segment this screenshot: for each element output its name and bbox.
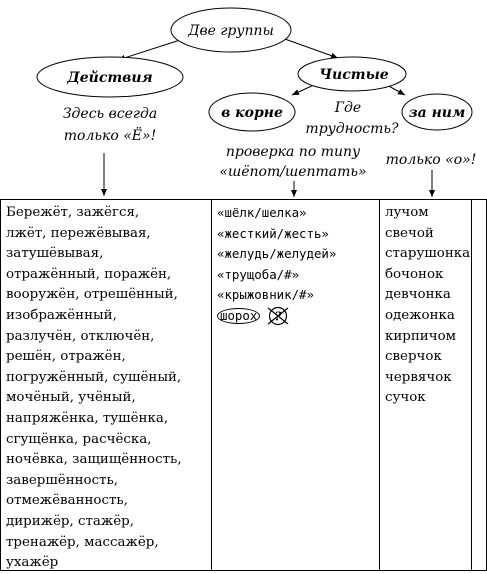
arrow-root-to-left (118, 40, 180, 60)
after-word: кирпичом (385, 328, 457, 344)
actions-word: мочёный, учёный, (6, 390, 136, 406)
left-note-line-2: только «Ё»! (63, 128, 157, 144)
column-root (212, 200, 380, 570)
words-table (0, 199, 487, 571)
after-word: сверчок (385, 349, 442, 365)
actions-word: погружённый, сушёный, (6, 369, 182, 385)
actions-word-list (1, 200, 211, 574)
after-word: сучок (385, 390, 426, 406)
actions-word: ухажёр (6, 555, 59, 571)
actions-word: отмежёванность, (6, 493, 128, 509)
left-note-line-1: Здесь всегда (62, 106, 158, 122)
column-actions (1, 200, 212, 570)
actions-word: решён, отражён, (6, 349, 126, 365)
question-line-1: Где (334, 100, 362, 116)
root-word-list (212, 200, 379, 327)
root-word: «трущоба/#» (217, 266, 300, 282)
right-column-divider (471, 200, 472, 570)
actions-word: затушёвывая, (6, 246, 104, 262)
crossed-out-question-icon (266, 306, 290, 326)
after-word: одежонка (385, 307, 455, 323)
after-word: девчонка (385, 287, 451, 303)
actions-word: ночёвка, защищённость, (6, 452, 182, 468)
actions-word: лжёт, пережёвывая, (6, 225, 151, 241)
after-word: бочонок (385, 266, 444, 282)
right-note: только «о»! (385, 152, 477, 168)
actions-word: дирижёр, стажёр, (6, 513, 134, 529)
node-after-branch-label: за ним (408, 105, 466, 121)
arrow-root-to-right (282, 38, 338, 58)
after-word: червячок (385, 369, 452, 385)
diagram (0, 0, 487, 200)
root-word-last (217, 306, 379, 327)
after-word: лучом (385, 205, 429, 220)
actions-word: отражённый, поражён, (6, 266, 172, 282)
actions-word: изображённый, (6, 307, 117, 323)
actions-word: разлучён, отключён, (6, 328, 155, 344)
node-root-branch-label: в корне (221, 105, 283, 121)
after-word: старушонка (385, 246, 471, 262)
node-root-label: Две группы (188, 23, 274, 39)
root-word: «желудь/желудей» (217, 246, 337, 262)
root-word: «крыжовник/#» (217, 287, 314, 303)
actions-word: напряжёнка, тушёнка, (6, 410, 169, 426)
svg-text:?: ? (274, 309, 282, 324)
question-line-2: трудность? (305, 121, 399, 137)
actions-word: завершённость, (6, 472, 119, 488)
node-actions-label: Действия (67, 70, 153, 86)
root-word: «жесткий/жесть» (217, 225, 329, 241)
actions-word: Бережёт, зажёгся, (6, 205, 140, 220)
actions-word: тренажёр, массажёр, (6, 534, 159, 550)
after-word: свечой (385, 225, 434, 241)
root-word: «шёлк/шелка» (217, 205, 307, 220)
actions-word: сгущёнка, расчёска, (6, 431, 152, 447)
mid-note-line-1: проверка по типу (225, 144, 361, 160)
actions-word: вооружён, отрешённый, (6, 287, 178, 303)
mid-note-line-2: «шёпот/шептать» (219, 164, 367, 180)
circled-word: шорох (217, 308, 260, 324)
node-clean-label: Чистые (319, 67, 389, 83)
